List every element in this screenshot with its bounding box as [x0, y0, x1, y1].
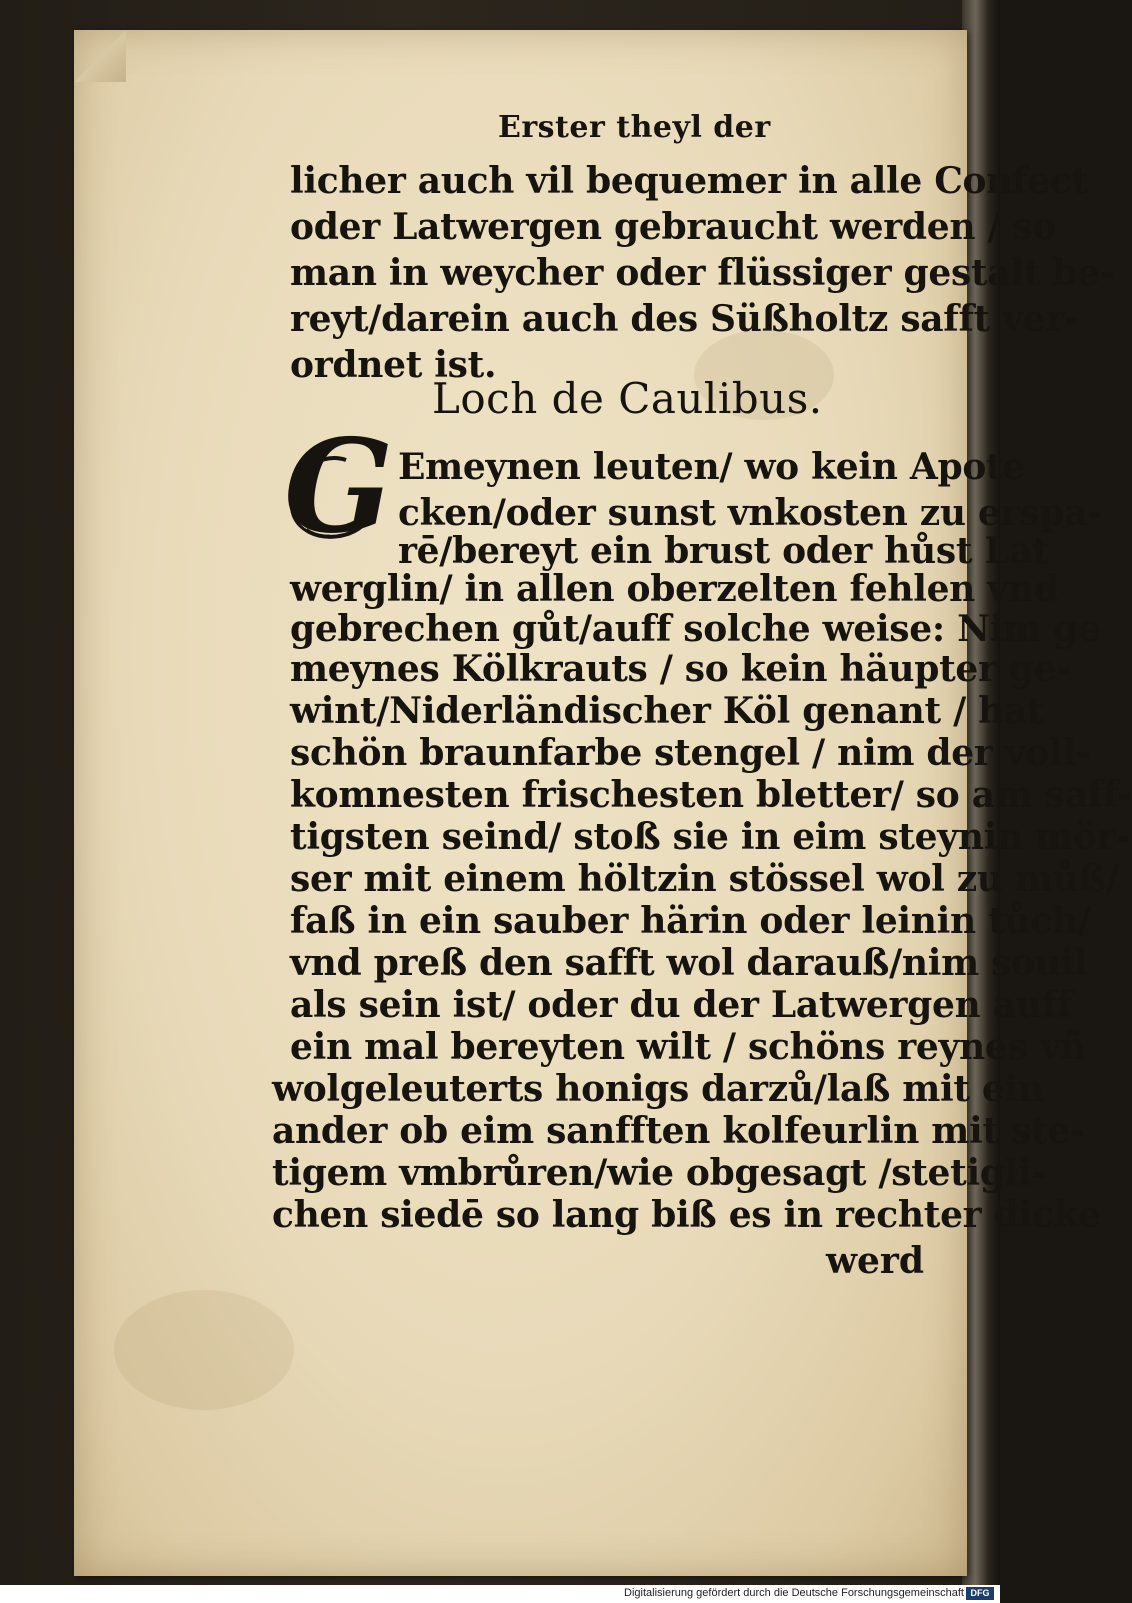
text-line: ordnet ist.: [290, 344, 497, 386]
drop-cap-flourish-icon: [286, 440, 378, 544]
text-line: ein mal bereyten wilt / schöns reynes vñ: [290, 1026, 1087, 1068]
catchword: werd: [826, 1240, 925, 1282]
text-line: wint/Niderländischer Köl genant / hat: [290, 690, 1044, 732]
running-head: Erster theyl der: [498, 110, 771, 145]
text-line: reyt/darein auch des Süßholtz safft ver-: [290, 298, 1079, 340]
text-line: wolgeleuterts honigs darzů/laß mit ein: [272, 1068, 1044, 1110]
text-line: vnd preß den safft wol darauß/nim souil: [290, 942, 1088, 984]
text-line: gebrechen gůt/auff solche weise: Nim ge: [290, 608, 1101, 650]
text-line: komnesten frischesten bletter/ so am saff-: [290, 774, 1132, 816]
dfg-logo: DFG: [966, 1587, 994, 1600]
text-line: tigsten seind/ stoß sie in eim steynin mör-: [290, 816, 1131, 858]
text-line: ser mit einem höltzin stössel wol zu můß/: [290, 858, 1119, 900]
text-line: chen siedē so lang biß es in rechter dicke: [272, 1194, 1101, 1236]
text-line: als sein ist/ oder du der Latwergen auff: [290, 984, 1073, 1026]
drop-cap-initial: G: [284, 412, 394, 562]
paper-stain: [114, 1290, 294, 1410]
text-line: faß in ein sauber härin oder leinin tůch/: [290, 900, 1091, 942]
text-line: licher auch vil bequemer in alle Confect: [290, 160, 1088, 202]
text-line: man in weycher oder flüssiger gestalt be-: [290, 252, 1115, 294]
text-line: Emeynen leuten/ wo kein Apote: [398, 446, 1025, 488]
text-line: rē/bereyt ein brust oder hůst Lat: [398, 530, 1049, 572]
dog-ear-corner: [74, 30, 126, 82]
section-title: Loch de Caulibus.: [432, 374, 823, 423]
text-line: werglin/ in allen oberzelten fehlen vnd: [290, 568, 1059, 610]
text-line: oder Latwergen gebraucht werden / so: [290, 206, 1057, 248]
text-line: cken/oder sunst vnkosten zu erspa-: [398, 492, 1102, 534]
text-line: tigem vmbrůren/wie obgesagt /stetigli-: [272, 1152, 1047, 1194]
text-line: schön braunfarbe stengel / nim der voll-: [290, 732, 1091, 774]
text-line: meynes Kölkrauts / so kein häupter ge-: [290, 648, 1072, 690]
funding-credit: Digitalisierung gefördert durch die Deutsche Forschungsgemeinschaft: [624, 1587, 964, 1599]
text-line: ander ob eim sanfften kolfeurlin mit ste-: [272, 1110, 1085, 1152]
